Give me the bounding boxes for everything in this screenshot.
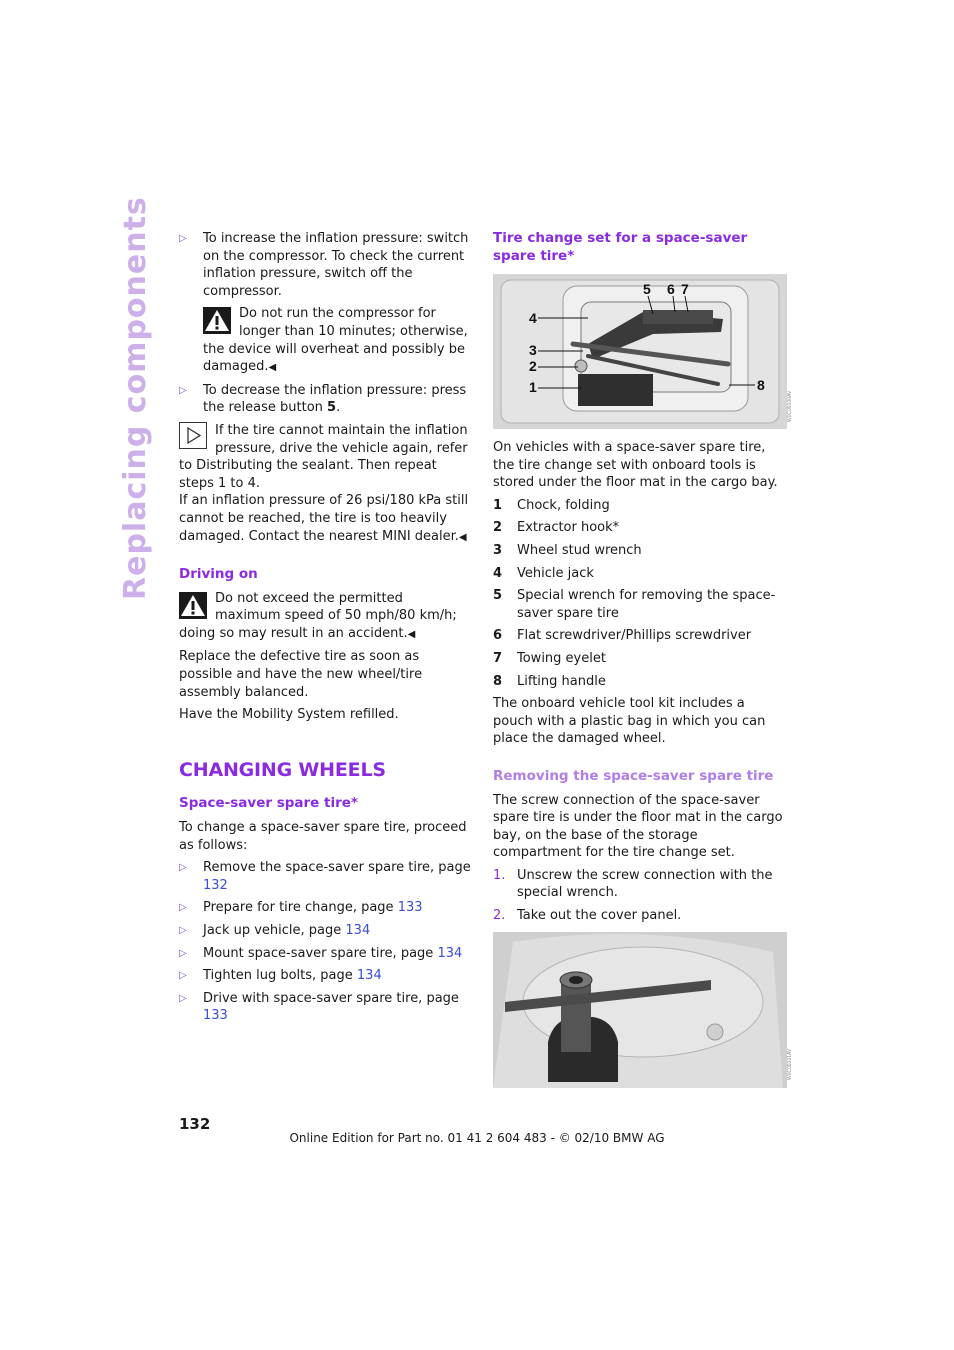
callout-label: 6 [667,281,675,297]
figure-tool-kit [493,274,793,429]
step-item: ▷ Mount space-saver spare tire, page 134 [179,945,463,961]
tool-kit-illustration [493,274,793,429]
bullet-arrow-icon: ▷ [179,947,187,959]
list-item: 1 Chock, folding [493,497,610,513]
bullet-arrow-icon: ▷ [179,862,187,874]
para-refill: Have the Mobility System refilled. [179,707,399,723]
warning-speed: Do not exceed the permitted maximum speed of 50 mph/80 km/h; doing so may result in an accident.◀ [179,590,457,641]
bullet-arrow-icon: ▷ [179,902,187,914]
list-item: 3 Wheel stud wrench [493,542,642,558]
page-link[interactable]: 133 [397,900,423,916]
end-mark-icon: ◀ [407,628,416,640]
para-replace-tire: Replace the defective tire as soon as possible and have the new wheel/tire assembly balanced. [179,649,423,700]
page-link[interactable]: 134 [437,945,463,961]
list-item: 2 Extractor hook* [493,520,620,536]
callout-label: 3 [529,342,537,358]
warning-icon [179,592,207,619]
note-play-icon [179,422,207,449]
bullet-arrow-icon: ▷ [179,925,187,936]
end-mark-icon: ◀ [458,531,467,543]
page-number: 132 [179,1115,211,1133]
callout-label: 4 [529,310,537,326]
para-remove: The screw connection of the space-saver spare tire is under the floor mat in the cargo bay, on the base of the storage compartment for the tire change set. [493,792,783,861]
list-item: 7 Towing eyelet [493,650,606,666]
tool-items-list [493,497,787,690]
bullet-arrow-icon: ▷ [179,233,187,244]
heading-removing-spare: Removing the space-saver spare tire [493,767,774,784]
bullet-increase-pressure: ▷ To increase the inflation pressure: switch on the compressor. To check the current inflation pressure, switch off the compressor. [179,231,469,299]
page-link[interactable]: 132 [203,877,228,893]
callout-label: 1 [529,379,537,395]
figure-code: W0C09101AV [787,1048,793,1080]
chapter-side-title: Replacing components [118,196,153,600]
step-item: ▷ Drive with space-saver spare tire, page 133 [179,990,459,1024]
step-item: ▷ Prepare for tire change, page 133 [179,900,423,916]
heading-changing-wheels: CHANGING WHEELS [179,758,386,781]
footer-edition: Online Edition for Part no. 01 41 2 604 483 - © 02/10 BMW AG [289,1131,665,1145]
right-column-body [493,439,787,930]
bullet-arrow-icon: ▷ [179,970,187,982]
remove-step: 2. Take out the cover panel. [493,908,682,924]
callout-label: 5 [643,281,651,297]
para-kit: The onboard vehicle tool kit includes a pouch with a plastic bag in which you can place the damaged wheel. [493,696,766,747]
callout-label: 7 [681,281,689,297]
step-item: ▷ Remove the space-saver spare tire, page 132 [179,860,471,893]
list-item: 4 Vehicle jack [493,565,594,581]
figure-wrench [493,932,793,1088]
callout-label: 8 [757,377,765,393]
bullet-arrow-icon: ▷ [179,384,187,396]
note-inflation: If the tire cannot maintain the inflation pressure, drive the vehicle again, refer to Distributing the sealant. Then repeat steps 1 to 4. If an inflation pressure of 26 psi/180 kPa still cannot be reached, the tire is too heavily damaged. Contact the nearest MINI dealer.◀ [179,422,469,544]
heading-space-saver: Space-saver spare tire* [179,795,358,812]
list-item: 8 Lifting handle [493,673,606,689]
page-link[interactable]: 134 [345,923,371,938]
page-link[interactable]: 134 [356,968,382,984]
wrench-illustration [493,932,793,1088]
list-item: 5 Special wrench for removing the space-saver spare tire [493,588,776,621]
bullet-arrow-icon: ▷ [179,992,187,1004]
bullet-decrease-pressure: ▷ To decrease the inflation pressure: press the release button 5. [179,382,467,416]
callout-label: 2 [529,358,537,374]
warning-icon [203,307,231,334]
warning-compressor: Do not run the compressor for longer than 10 minutes; otherwise, the device will overheat and possibly be damaged.◀ [203,306,468,375]
list-item: 6 Flat screwdriver/Phillips screwdriver [493,628,752,644]
figure-code: W0C09100AV [787,390,793,422]
steps-list [179,859,471,1025]
left-column [179,230,471,1030]
end-mark-icon: ◀ [268,362,277,374]
right-column [493,230,787,265]
step-item: ▷ Jack up vehicle, page 134 [179,923,371,938]
remove-step: 1. Unscrew the screw connection with the special wrench. [493,867,773,901]
heading-tire-change-set: Tire change set for a space-saver spare tire* [493,230,748,264]
para-tool-intro: On vehicles with a space-saver spare tire, the tire change set with onboard tools is stored under the floor mat in the cargo bay. [493,440,778,491]
step-item: ▷ Tighten lug bolts, page 134 [179,968,382,984]
heading-driving-on: Driving on [179,566,258,583]
para-spare-intro: To change a space-saver spare tire, proceed as follows: [179,820,467,853]
page-link[interactable]: 133 [203,1008,228,1024]
